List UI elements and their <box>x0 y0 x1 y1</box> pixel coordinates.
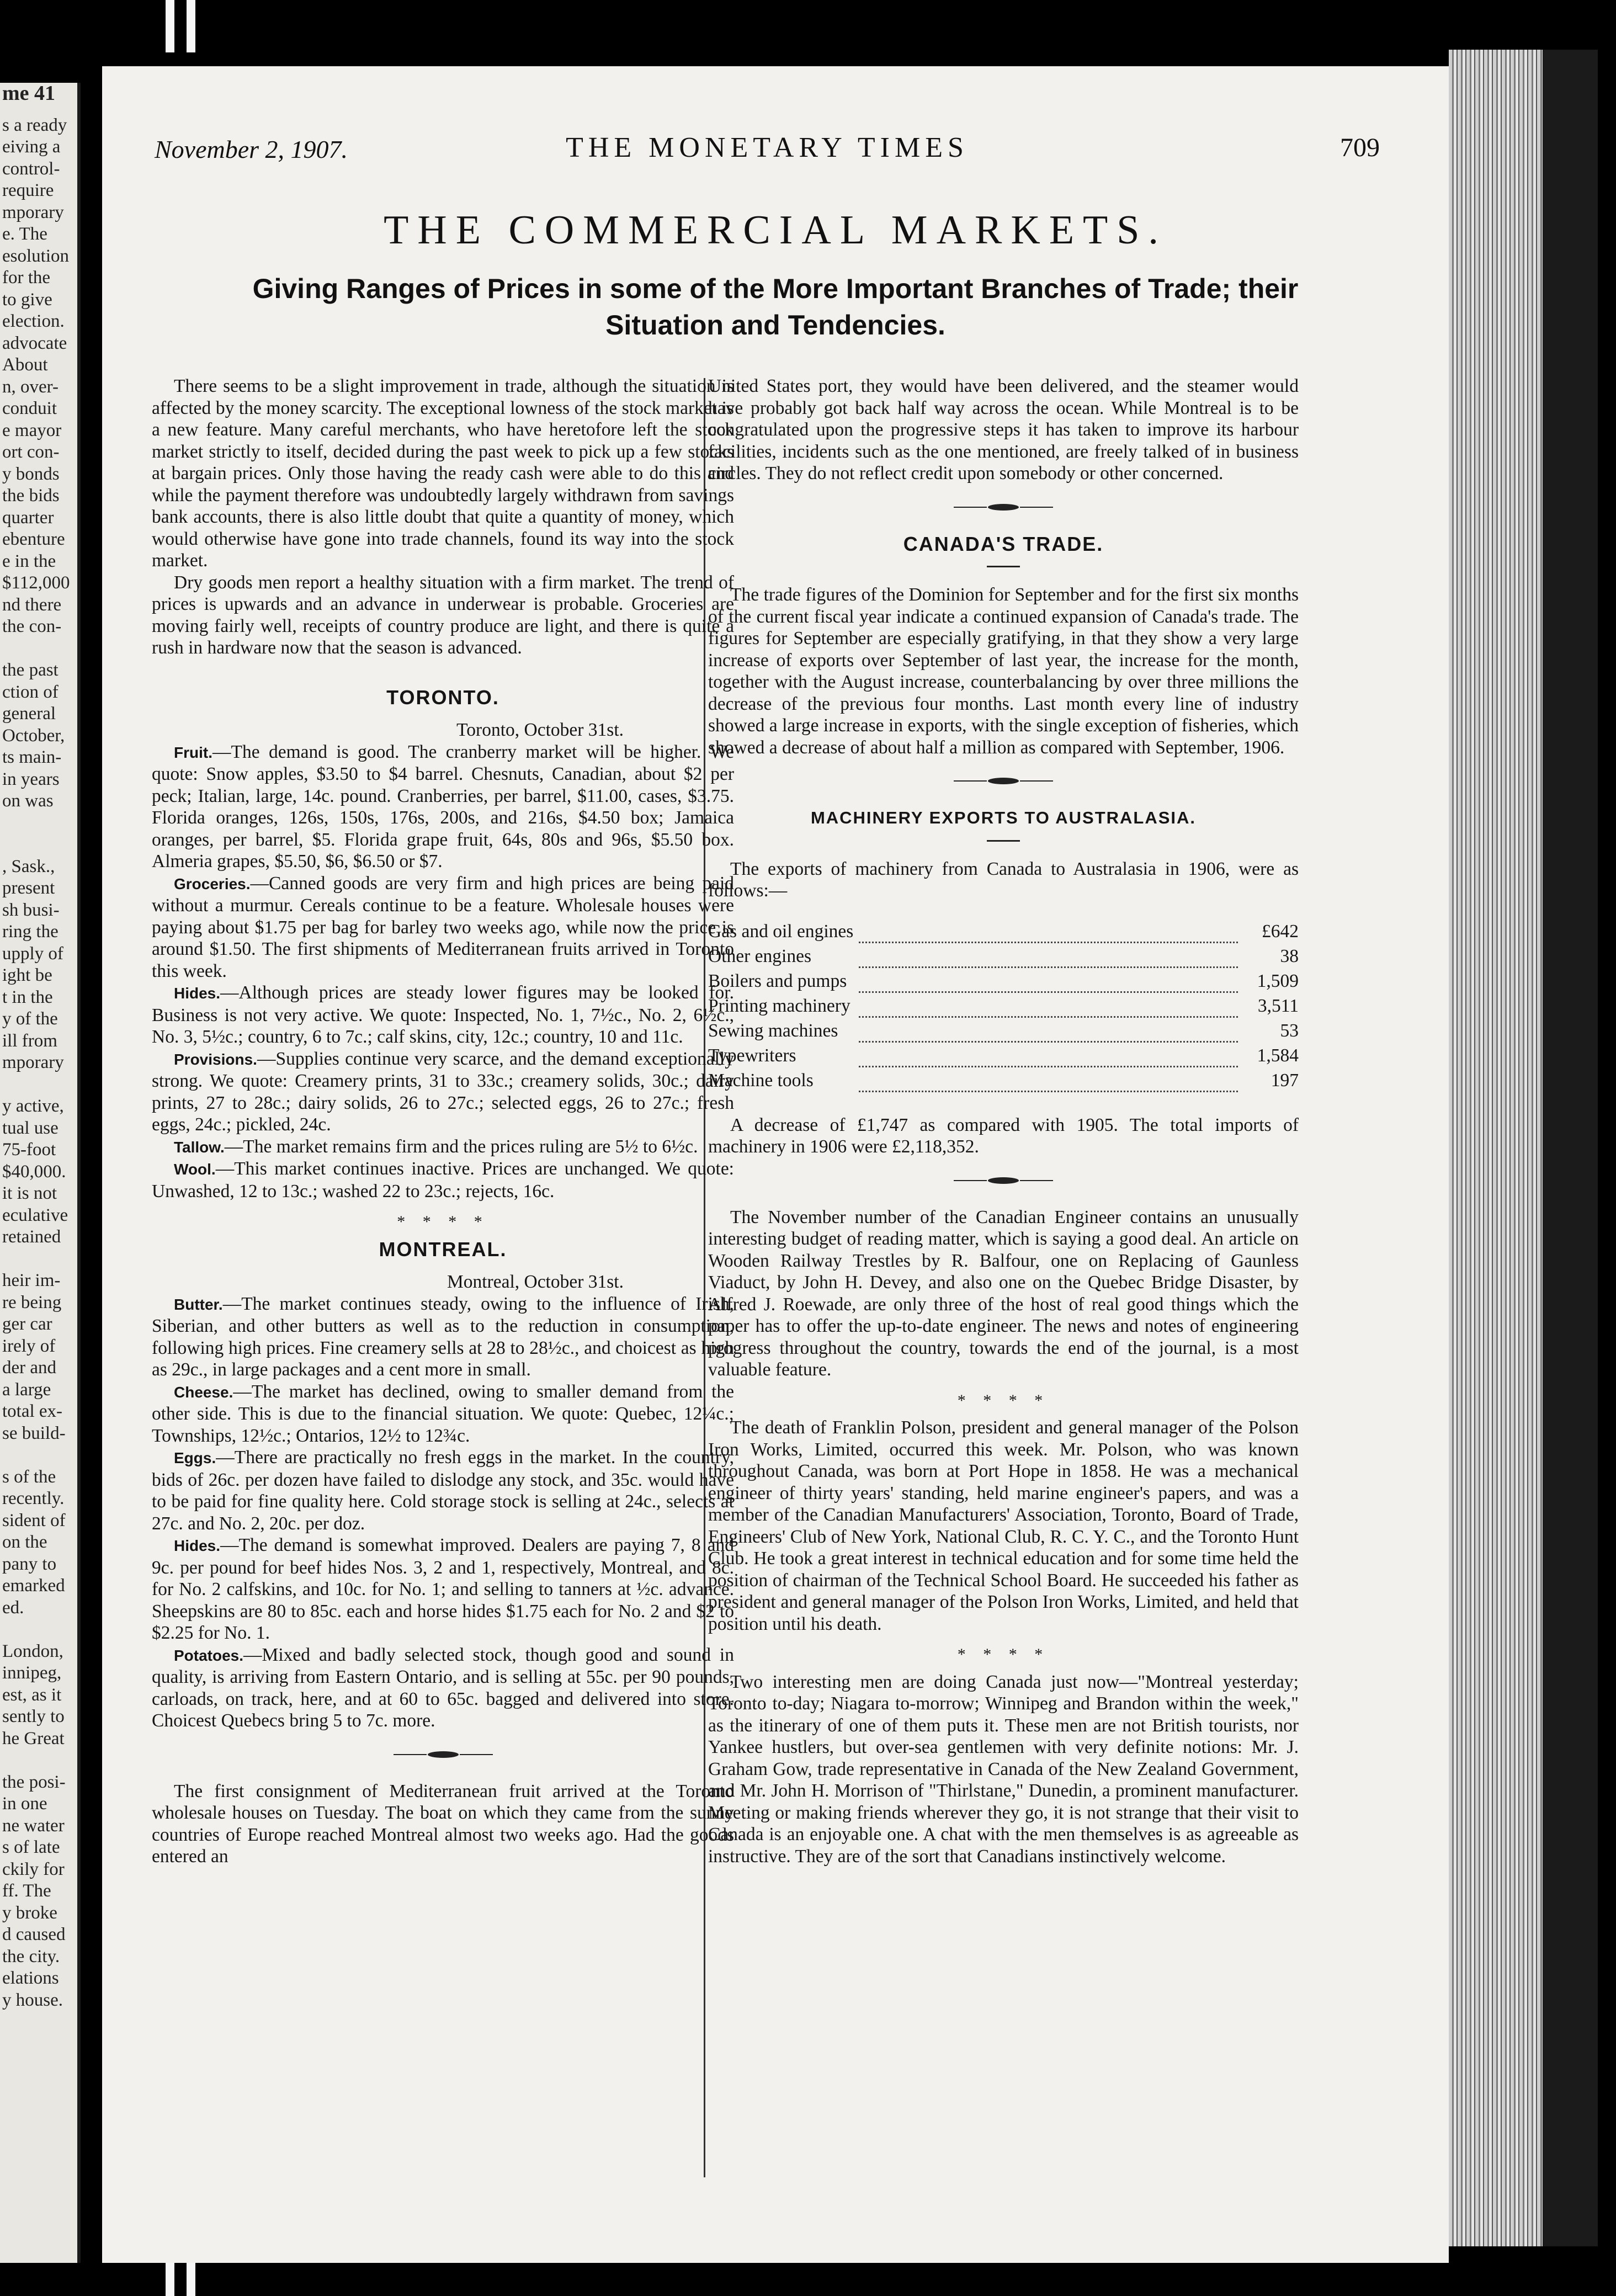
leader-dots <box>859 1017 1238 1041</box>
adjacent-page-line: ill from <box>2 1030 57 1051</box>
machinery-value: 53 <box>1280 1020 1299 1041</box>
item-lead: Groceries. <box>174 875 251 892</box>
machinery-summary: A decrease of £1,747 as compared with 1905. The total imports of machinery in 1906 were £2,118,352. <box>708 1114 1299 1157</box>
adjacent-page-fragment <box>0 83 81 2263</box>
adjacent-page-line: ne water <box>2 1815 65 1836</box>
adjacent-page-line: y bonds <box>2 464 60 484</box>
adjacent-page-line: quarter <box>2 507 54 528</box>
adjacent-page-line: the con- <box>2 616 62 636</box>
left-column <box>152 375 734 1868</box>
section-subtitle: Giving Ranges of Prices in some of the More Important Branches of Trade; their Situation and Tendencies. <box>252 273 1299 341</box>
adjacent-page-line: s a ready <box>2 115 67 135</box>
ornament-divider <box>954 502 1053 512</box>
adjacent-page-line: re being <box>2 1292 62 1312</box>
toronto-dateline: Toronto, October 31st. <box>456 720 624 740</box>
adjacent-page-line: 75-foot <box>2 1140 56 1160</box>
adjacent-page-line <box>0 1074 77 1096</box>
adjacent-page-line <box>0 1248 77 1271</box>
adjacent-page-line: , Sask., <box>2 856 55 876</box>
machinery-value: £642 <box>1262 921 1299 942</box>
adjacent-page-line <box>0 1750 77 1772</box>
item-lead: Fruit. <box>174 743 212 761</box>
adjacent-page-line: esolution <box>2 246 69 266</box>
adjacent-page-line: conduit <box>2 398 57 418</box>
adjacent-page-line: e. The <box>2 224 47 244</box>
item-lead: Hides. <box>174 985 221 1002</box>
market-item <box>152 1534 734 1644</box>
section-title: THE COMMERCIAL MARKETS. <box>384 208 1167 253</box>
montreal-dateline: Montreal, October 31st. <box>446 1272 624 1292</box>
adjacent-page-line: ff. The <box>2 1881 51 1901</box>
section-stars: * * * * <box>957 1391 1050 1410</box>
adjacent-page-line: s of late <box>2 1837 60 1857</box>
adjacent-page-line: innipeg, <box>2 1663 62 1683</box>
adjacent-page-line: ckily for <box>2 1859 65 1879</box>
adjacent-page-line: ts main- <box>2 747 62 767</box>
adjacent-page-line: $40,000. <box>2 1161 66 1182</box>
adjacent-page-line <box>0 1619 77 1641</box>
adjacent-page-line: the past <box>2 660 59 680</box>
ornament-divider <box>954 1176 1053 1186</box>
canada-trade-text: The trade figures of the Dominion for September and for the first six months of the current fiscal year indicate a continued expansion of Canada's trade. The figures for September are especially gratifying, in that they show a very large increase of exports over September of last year, the increase for the month, together with the August increase, counterbalancing by over three millions the decrease of the previous four months. Last month every line of industry showed a large increase in exports, with the single exception of fisheries, which showed a decrease of about half a million as compared with September, 1906. <box>708 584 1299 758</box>
machinery-row <box>708 967 1299 992</box>
machinery-exports-table <box>708 918 1299 1092</box>
market-item <box>152 982 734 1048</box>
binding-mark <box>166 0 174 52</box>
heading-rule <box>987 840 1020 842</box>
adjacent-page-line: t in the <box>2 987 53 1007</box>
adjacent-page-line: pany to <box>2 1554 57 1574</box>
item-text: —Mixed and badly selected stock, though good and sound in quality, is arriving from Eastern Ontario, and is selling at 55c. per 90 pounds, carloads, on track, here, and at 60 to 65c. bagged and delivered into store. Choicest Quebecs bring 5 to 7c. more. <box>152 1644 734 1731</box>
adjacent-page-line: the posi- <box>2 1772 66 1792</box>
page-edges <box>1449 50 1598 2246</box>
adjacent-page-line: heir im- <box>2 1271 61 1290</box>
continuation-paragraph: United States port, they would have been delivered, and the steamer would have probably got back half way across the ocean. While Montreal is to be congratulated upon the progressive steps it has taken to improve its harbour facilities, incidents such as the one mentioned, are freely talked of in business circles. They do not reflect credit upon somebody or other concerned. <box>708 376 1299 483</box>
adjacent-page-line: the city. <box>2 1946 60 1967</box>
market-item <box>152 1293 734 1381</box>
item-lead: Hides. <box>174 1537 221 1554</box>
market-item <box>152 1644 734 1732</box>
issue-date: November 2, 1907. <box>155 135 348 163</box>
machinery-row <box>708 992 1299 1017</box>
item-lead: Butter. <box>174 1295 223 1313</box>
market-item <box>152 1447 734 1534</box>
adjacent-page-line: in years <box>2 769 60 789</box>
ornament-divider <box>954 776 1053 786</box>
adjacent-page-line: ger car <box>2 1314 52 1334</box>
adjacent-page-line: d caused <box>2 1925 66 1944</box>
item-text: —The demand is somewhat improved. Dealers are paying 7, 8 and 9c. per pound for beef hides Nos. 3, 2 and 1, respectively, Montreal, and 8c. for No. 2 calfskins, and 10c. for No. 1; and selling to tanners at ½c. advance. Sheepskins are 80 to 85c. each and horse hides $1.75 each for No. 2 and $2 to $2.25 for No. 1. <box>152 1535 734 1643</box>
adjacent-page-line: mporary <box>2 1053 64 1072</box>
adjacent-page-line: sently to <box>2 1707 65 1726</box>
adjacent-page-line: tual use <box>2 1118 59 1138</box>
adjacent-page-line: sh busi- <box>2 900 60 920</box>
page-number: 709 <box>1340 133 1380 162</box>
adjacent-page-line: ebenture <box>2 529 65 549</box>
item-text: —The market has declined, owing to smaller demand from the other side. This is due to the financial situation. We quote: Quebec, 12¼c.; Townships, 12½c.; Ontarios, 12½ to 12¾c. <box>152 1381 734 1446</box>
adjacent-page-line: eculative <box>2 1205 68 1225</box>
adjacent-page-line: der and <box>2 1358 57 1378</box>
fruit-note: The first consignment of Mediterranean fruit arrived at the Toronto wholesale houses on Tuesday. The boat on which they came from the sunny countries of Europe reached Montreal almost two weeks ago. Had the goods entered an <box>152 1781 734 1867</box>
item-text: —Supplies continue very scarce, and the demand exceptionally strong. We quote: Creamery prints, 31 to 33c.; creamery solids, 30c.; dairy prints, 27 to 28c.; dairy solids, 26 to 27c.; selected eggs, 26 to 27c.; fresh eggs, 24c.; pickled, 24c. <box>152 1048 734 1135</box>
adjacent-page-line: ring the <box>2 922 59 942</box>
machinery-intro: The exports of machinery from Canada to Australasia in 1906, were as follows:— <box>708 858 1299 901</box>
adjacent-page-line: y active, <box>2 1096 64 1116</box>
adjacent-page-line: ction of <box>2 682 59 702</box>
adjacent-page-line: mporary <box>2 202 64 222</box>
journal-title: THE MONETARY TIMES <box>566 132 969 163</box>
machinery-row <box>708 1066 1299 1091</box>
machinery-value: 1,509 <box>1257 970 1299 991</box>
adjacent-page-line: emarked <box>2 1576 65 1596</box>
market-item <box>152 873 734 982</box>
machinery-item: Other engines <box>708 945 811 966</box>
adjacent-page-line: upply of <box>2 943 63 964</box>
leader-dots <box>859 967 1238 992</box>
engineer-paragraph: The November number of the Canadian Engineer contains an unusually interesting budget of reading matter, which is saying a good deal. An article on Wooden Railway Trestles by R. Balfour, one on Replacing of Gaunless Viaduct, by John H. Devey, and also one on the Quebec Bridge Disaster, by Alfred J. Roewade, are only three of the host of real good things which the paper has to offer the up-to-date engineer. The news and notes of engineering progress throughout the country, towards the end of the journal, is a most valuable feature. <box>708 1207 1299 1380</box>
adjacent-page-line <box>0 638 77 660</box>
leader-dots <box>859 918 1238 943</box>
adjacent-page-line: y house. <box>2 1990 63 2010</box>
adjacent-page-line: on the <box>2 1532 47 1552</box>
item-text: —The market remains firm and the prices ruling are 5½ to 6½c. <box>224 1136 698 1157</box>
adjacent-page-line: retained <box>2 1227 61 1247</box>
right-column <box>708 375 1299 1867</box>
item-lead: Cheese. <box>174 1383 233 1401</box>
montreal-heading: MONTREAL. <box>379 1237 507 1261</box>
adjacent-page-line: general <box>2 704 56 724</box>
item-text: —The demand is good. The cranberry market will be higher. We quote: Snow apples, $3.50 to $4 barrel. Chesnuts, Canadian, about $2 per peck; Italian, large, 14c. pound. Cranberries, per barrel, $11.00, cases, $3.75. Florida oranges, 126s, 150s, 176s, 200s, and 216s, $4.50 box; Jamaica oranges, per barrel, $5. Florida grape fruit, 64s, 80s and 96s, $5.50 box. Almeria grapes, $5.50, $6, $6.50 or $7. <box>152 741 734 871</box>
item-text: —The market continues steady, owing to the influence of Irish, Siberian, and other butters as well as to the reduction in consumption, following high prices. Fine creamery sells at 28 to 28½c., and choicest as high as 29c., in large packages and a cent more in small. <box>152 1293 734 1380</box>
adjacent-page-line: e in the <box>2 551 56 571</box>
market-item <box>152 741 734 873</box>
running-head <box>155 127 1380 166</box>
adjacent-page-line: ight be <box>2 965 52 985</box>
toronto-heading: TORONTO. <box>386 685 499 709</box>
adjacent-page-line: to give <box>2 289 52 310</box>
adjacent-page-line <box>0 834 77 856</box>
machinery-item: Typewriters <box>708 1045 796 1066</box>
adjacent-page-line: control- <box>2 158 60 179</box>
section-stars: * * * * <box>397 1213 489 1231</box>
adjacent-page-line: on was <box>2 791 54 811</box>
adjacent-page-line: sident of <box>2 1510 66 1530</box>
machinery-item: Boilers and pumps <box>708 970 847 991</box>
machinery-row <box>708 918 1299 943</box>
adjacent-page-line: s of the <box>2 1466 56 1487</box>
adjacent-page-line: ed. <box>2 1597 24 1618</box>
adjacent-page-line: n, over- <box>2 376 59 397</box>
item-lead: Provisions. <box>174 1050 257 1068</box>
adjacent-page-line: require <box>2 180 54 200</box>
adjacent-page-line: est, as it <box>2 1684 62 1705</box>
machinery-value: 197 <box>1271 1070 1299 1091</box>
newspaper-page <box>102 66 1449 2263</box>
item-text: —This market continues inactive. Prices are unchanged. We quote: Unwashed, 12 to 13c.; washed 22 to 23c.; rejects, 16c. <box>152 1158 734 1202</box>
adjacent-page-line: nd there <box>2 594 62 615</box>
machinery-row <box>708 1017 1299 1041</box>
polson-paragraph: The death of Franklin Polson, president and general manager of the Polson Iron Works, Limited, occurred this week. Mr. Polson, who was known throughout Canada, was born at Port Hope in 1858. He was a mechanical engineer of thirty years' standing, held marine engineer's papers, and was a member of the Canadian Manufacturers' Association, Toronto, Board of Trade, Engineers' Club of New York, National Club, R. C. Y. C., and the Toronto Hunt Club. He took a great interest in technical education and for some time held the position of chairman of the Technical School Board. He succeeded his father as president and general manager of the Polson Iron Works, Limited, and held that position until his death. <box>708 1417 1299 1634</box>
adjacent-page-line: About <box>2 355 48 375</box>
leader-dots <box>859 1066 1238 1091</box>
machinery-item: Printing machinery <box>708 995 850 1016</box>
leader-dots <box>859 992 1238 1017</box>
section-stars: * * * * <box>957 1645 1050 1663</box>
machinery-item: Gas and oil engines <box>708 921 854 942</box>
visitors-paragraph: Two interesting men are doing Canada just now—"Montreal yesterday; Toronto to-day; Niagara to-morrow; Winnipeg and Brandon within the week," as the itinerary of one of them puts it. These men are not British tourists, nor Yankee hustlers, but over-sea gentlemen with very definite notions: Mr. J. Graham Gow, trade representative in Canada of the New Zealand Government, and Mr. John H. Morrison of "Thirlstane," Dunedin, a prominent manufacturer. Meeting or making friends wherever they go, it is not strange that their visit to Canada is an enjoyable one. A chat with the men themselves is as agreeable as instructive. They are of the sort that Canadians instinctively welcome. <box>708 1671 1299 1867</box>
adjacent-page-line: in one <box>2 1794 47 1814</box>
adjacent-page-line: it is not <box>2 1183 57 1203</box>
adjacent-page-line: October, <box>2 725 65 746</box>
adjacent-page-line: the bids <box>2 486 60 506</box>
machinery-heading: MACHINERY EXPORTS TO AUSTRALASIA. <box>810 808 1197 827</box>
adjacent-page-line: elations <box>2 1968 59 1988</box>
machinery-item: Machine tools <box>708 1070 814 1091</box>
adjacent-page-line: he Great <box>2 1728 65 1748</box>
adjacent-page-line: election. <box>2 311 65 331</box>
item-text: —Canned goods are very firm and high prices are being paid without a murmur. Cereals continue to be a feature. Wholesale houses were paying about $1.75 per bag for barley two weeks ago, while now the price is around $1.50. The first shipments of Mediterranean fruits arrived in Toronto this week. <box>152 873 734 981</box>
adjacent-page-line <box>0 1444 77 1466</box>
adjacent-page-line: recently. <box>2 1489 65 1508</box>
leader-dots <box>859 1041 1238 1066</box>
adjacent-page-line: me 41 <box>2 83 56 105</box>
adjacent-page-line: $112,000 <box>2 573 70 593</box>
adjacent-page-line: London, <box>2 1641 63 1661</box>
intro-paragraph: Dry goods men report a healthy situation with a firm market. The trend of prices is upwards and an advance in underwear is probable. Groceries are moving fairly well, receipts of country produce are light, and there is quite a rush in hardware now that the season is advanced. <box>152 572 734 658</box>
adjacent-page-line: ort con- <box>2 442 60 462</box>
item-lead: Potatoes. <box>174 1646 244 1664</box>
intro-paragraph: There seems to be a slight improvement in trade, although the situation is affected by the money scarcity. The exceptional lowness of the stock market is a new feature. Many careful merchants, who have heretofore left the stock market strictly to itself, decided during the past week to pick up a few stocks at bargain prices. Only those having the ready cash were able to do this and while the payment therefore was undoubtedly largely withdrawn from savings bank accounts, there is also little doubt that quite a quantity of money, which would otherwise have gone into trade channels, found its way into the stock market. <box>152 376 734 571</box>
adjacent-page-line: for the <box>2 268 51 288</box>
adjacent-page-line: advocate <box>2 333 67 353</box>
market-item <box>152 1048 734 1136</box>
canada-trade-heading: CANADA'S TRADE. <box>903 532 1104 555</box>
adjacent-page-line: y broke <box>2 1902 57 1923</box>
market-item <box>152 1381 734 1447</box>
item-lead: Tallow. <box>174 1138 225 1156</box>
market-item <box>152 1158 734 1202</box>
item-lead: Wool. <box>174 1161 216 1178</box>
machinery-value: 1,584 <box>1257 1045 1299 1066</box>
ornament-divider <box>394 1750 493 1760</box>
machinery-item: Sewing machines <box>708 1020 838 1041</box>
machinery-row <box>708 942 1299 967</box>
adjacent-page-line: a large <box>2 1379 51 1400</box>
adjacent-page-line: se build- <box>2 1423 66 1443</box>
machinery-row <box>708 1041 1299 1066</box>
market-item <box>152 1136 734 1158</box>
adjacent-page-line: total ex- <box>2 1401 63 1421</box>
item-text: —There are practically no fresh eggs in the market. In the country, bids of 26c. per dozen have failed to dislodge any stock, and 35c. would have to be paid for fine quality here. Cold storage stock is selling at 24c., selects at 27c. and No. 2, 20c. per doz. <box>152 1447 734 1534</box>
binding-mark <box>187 0 195 52</box>
adjacent-page-line: y of the <box>2 1009 58 1029</box>
heading-rule <box>987 566 1020 567</box>
adjacent-page-line <box>0 812 77 835</box>
adjacent-page-line: irely of <box>2 1336 56 1356</box>
item-text: —Although prices are steady lower figures may be looked for. Business is not very active. We quote: Inspected, No. 1, 7½c., No. 2, 6½c., No. 3, 5½c.; country, 6 to 7c.; calf skins, city, 12c.; country, 10 and 11c. <box>152 982 734 1047</box>
item-lead: Eggs. <box>174 1449 216 1466</box>
leader-dots <box>859 942 1238 967</box>
machinery-value: 3,511 <box>1257 995 1299 1016</box>
adjacent-page-line: present <box>2 878 55 898</box>
machinery-value: 38 <box>1280 945 1299 966</box>
adjacent-page-line: e mayor <box>2 420 62 440</box>
adjacent-page-line: eiving a <box>2 137 61 157</box>
